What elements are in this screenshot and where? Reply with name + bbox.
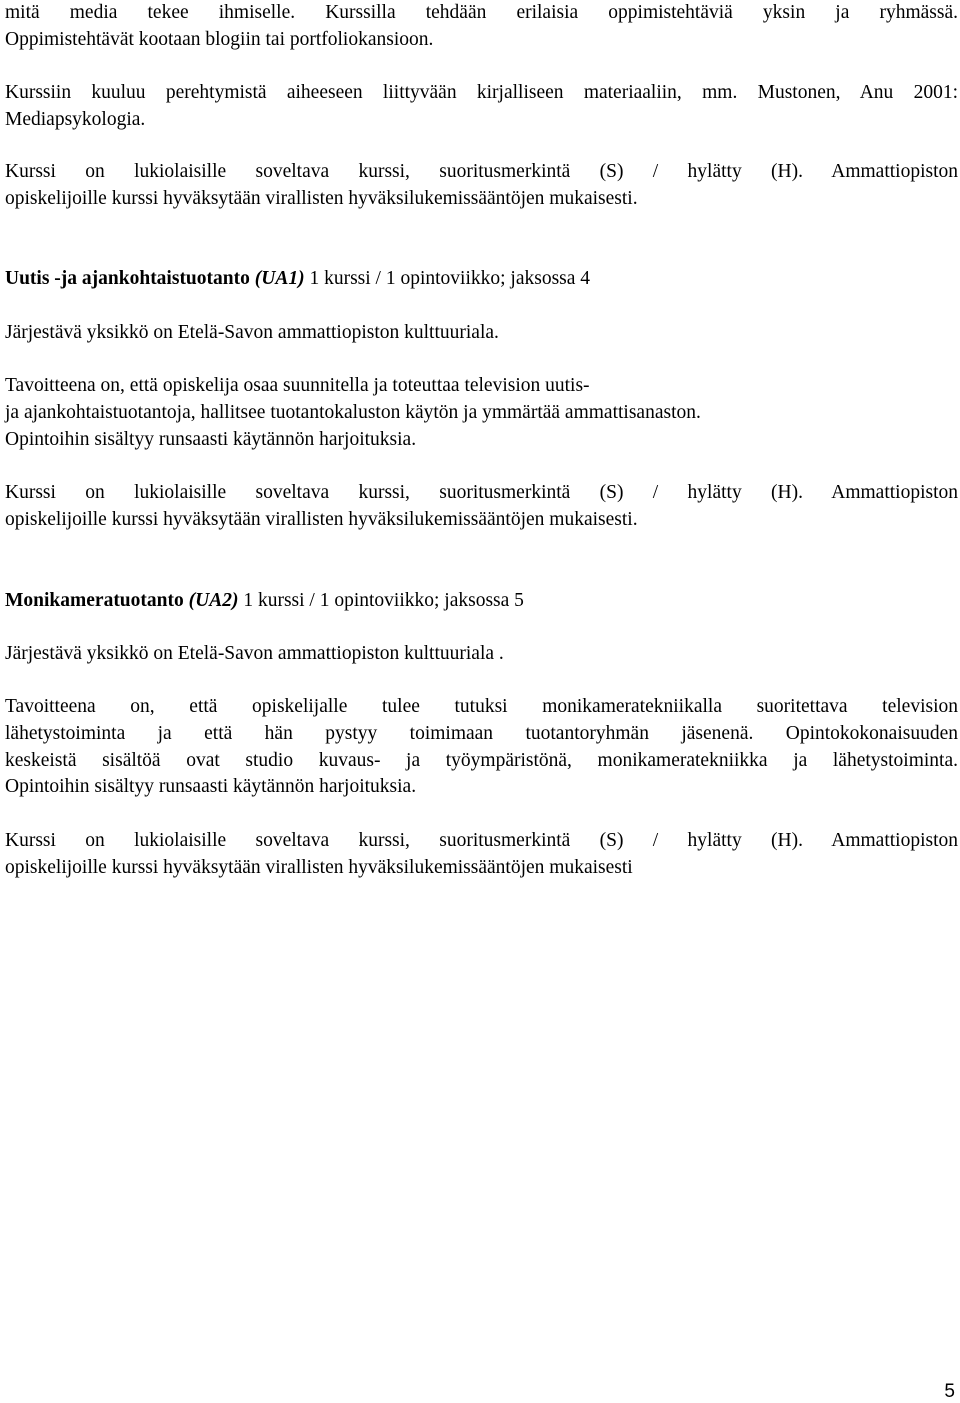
course-ua1-goal-line-2: ja ajankohtaistuotantoja, hallitsee tuotantokaluston käytön ja ymmärtää ammattisanaston. bbox=[5, 401, 701, 423]
course-ua2-details: 1 kurssi / 1 opintoviikko; jaksossa 5 bbox=[238, 590, 524, 611]
course-ua2-goal-line-1: Tavoitteena on, että opiskelijalle tulee tutuksi monikameratekniikalla suoritettava television bbox=[5, 696, 958, 717]
course-ua1-credit-line-2: opiskelijoille kurssi hyväksytään virallisten hyväksilukemissääntöjen mukaisesti. bbox=[5, 508, 638, 530]
course-ua2-organizer: Järjestävä yksikkö on Etelä-Savon ammattiopiston kulttuuriala . bbox=[5, 643, 504, 664]
course-ua1-credit-line-1: Kurssi on lukiolaisille soveltava kurssi, suoritusmerkintä (S) / hylätty (H). Ammattiopiston bbox=[5, 482, 958, 503]
course-ua2-goal-line-3: keskeistä sisältöä ovat studio kuvaus- ja työympäristönä, monikameratekniikka ja lähetystoiminta. bbox=[5, 749, 958, 771]
literature-line-2: Mediapsykologia. bbox=[5, 108, 146, 130]
course-ua1-goal-line-1: Tavoitteena on, että opiskelija osaa suunnitella ja toteuttaa television uutis- bbox=[5, 375, 590, 396]
page-number: 5 bbox=[944, 1381, 955, 1402]
credit-line-2: opiskelijoille kurssi hyväksytään virallisten hyväksilukemissääntöjen mukaisesti. bbox=[5, 187, 638, 209]
course-ua2-credit-line-2: opiskelijoille kurssi hyväksytään virallisten hyväksilukemissääntöjen mukaisesti bbox=[5, 856, 633, 878]
credit-line-1: Kurssi on lukiolaisille soveltava kurssi, suoritusmerkintä (S) / hylätty (H). Ammattiopiston bbox=[5, 161, 958, 182]
course-ua2-goal-line-2: lähetystoiminta ja että hän pystyy toimimaan tuotantoryhmän jäsenenä. Opintokokonaisuuden bbox=[5, 722, 958, 744]
course-ua2-credit-line-1: Kurssi on lukiolaisille soveltava kurssi, suoritusmerkintä (S) / hylätty (H). Ammattiopiston bbox=[5, 830, 958, 851]
literature-paragraph bbox=[5, 80, 958, 134]
intro-line-1: mitä media tekee ihmiselle. Kurssilla tehdään erilaisia oppimistehtäviä yksin ja ryhmässä. bbox=[5, 2, 958, 23]
intro-line-2: Oppimistehtävät kootaan blogiin tai portfoliokansioon. bbox=[5, 28, 434, 50]
course-ua2-goal-line-4: Opintoihin sisältyy runsaasti käytännön harjoituksia. bbox=[5, 776, 417, 798]
course-ua1-goal bbox=[5, 373, 958, 453]
course-ua2-goal bbox=[5, 694, 958, 801]
course-ua2-code: (UA2) bbox=[188, 590, 239, 611]
course-ua2-heading bbox=[5, 588, 958, 615]
course-ua1-organizer: Järjestävä yksikkö on Etelä-Savon ammattiopiston kulttuuriala. bbox=[5, 322, 499, 343]
course-ua1-heading bbox=[5, 266, 958, 293]
credit-paragraph bbox=[5, 159, 958, 213]
course-ua1-credit bbox=[5, 480, 958, 534]
course-ua2-credit bbox=[5, 828, 958, 882]
literature-line-1: Kurssiin kuuluu perehtymistä aiheeseen liittyvään kirjalliseen materiaaliin, mm. Mustonen, Anu 2001: bbox=[5, 82, 958, 103]
course-ua2-title: Monikameratuotanto bbox=[5, 590, 184, 611]
intro-paragraph bbox=[5, 0, 958, 54]
course-ua1-goal-line-3: Opintoihin sisältyy runsaasti käytännön harjoituksia. bbox=[5, 428, 417, 450]
course-ua1-details: 1 kurssi / 1 opintoviikko; jaksossa 4 bbox=[304, 268, 591, 289]
course-ua1-code: (UA1) bbox=[254, 268, 305, 289]
course-ua1-title: Uutis -ja ajankohtaistuotanto bbox=[5, 268, 250, 289]
